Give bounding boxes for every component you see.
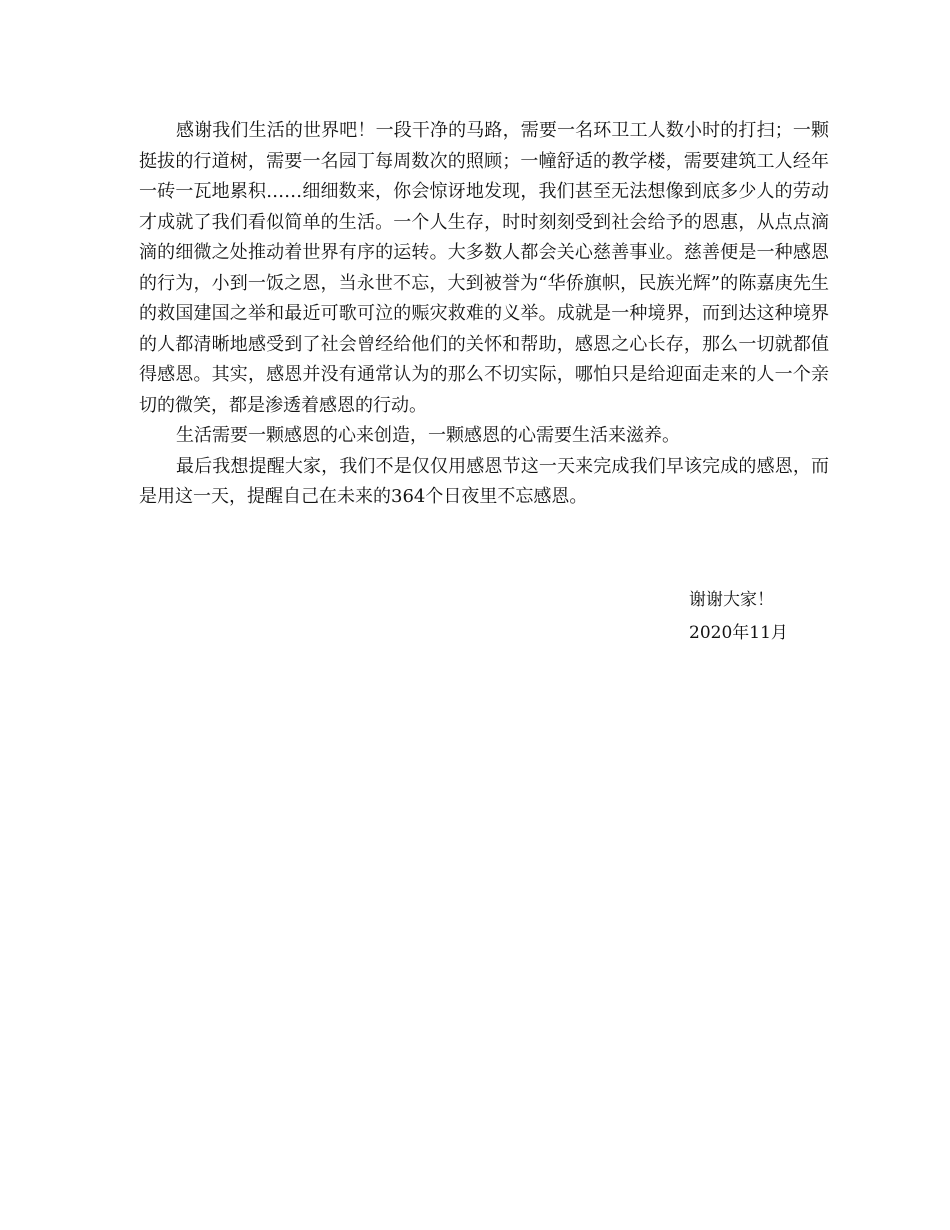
speech-body <box>139 116 829 513</box>
closing-date: 2020年11月 <box>689 623 788 643</box>
paragraph-reminder: 最后我想提醒大家，我们不是仅仅用感恩节这一天来完成我们早该完成的感恩，而是用这一天，提醒自己在未来的364个日夜里不忘感恩。 <box>139 455 829 507</box>
closing-thanks: 谢谢大家！ <box>689 590 774 610</box>
paragraph-grateful-heart: 生活需要一颗感恩的心来创造，一颗感恩的心需要生活来滋养。 <box>176 425 680 446</box>
paragraph-gratitude-world: 感谢我们生活的世界吧！一段干净的马路，需要一名环卫工人数小时的打扫；一颗挺拔的行道树，需要一名园丁每周数次的照顾；一幢舒适的教学楼，需要建筑工人经年一砖一瓦地累积……细细数来，你会惊讶地发现，我们甚至无法想像到底多少人的劳动才成就了我们看似简单的生活。一个人生存，时时刻刻受到社会给予的恩惠，从点点滴滴的细微之处推动着世界有序的运转。大多数人都会关心慈善事业。慈善便是一种感恩的行为，小到一饭之恩，当永世不忘，大到被誉为“华侨旗帜，民族光辉”的陈嘉庚先生的救国建国之举和最近可歌可泣的赈灾救难的义举。成就是一种境界，而到达这种境界的人都清晰地感受到了社会曾经给他们的关怀和帮助，感恩之心长存，那么一切就都值得感恩。其实，感恩并没有通常认为的那么不切实际，哪怕只是给迎面走来的人一个亲切的微笑，都是渗透着感恩的行动。 <box>139 120 829 416</box>
